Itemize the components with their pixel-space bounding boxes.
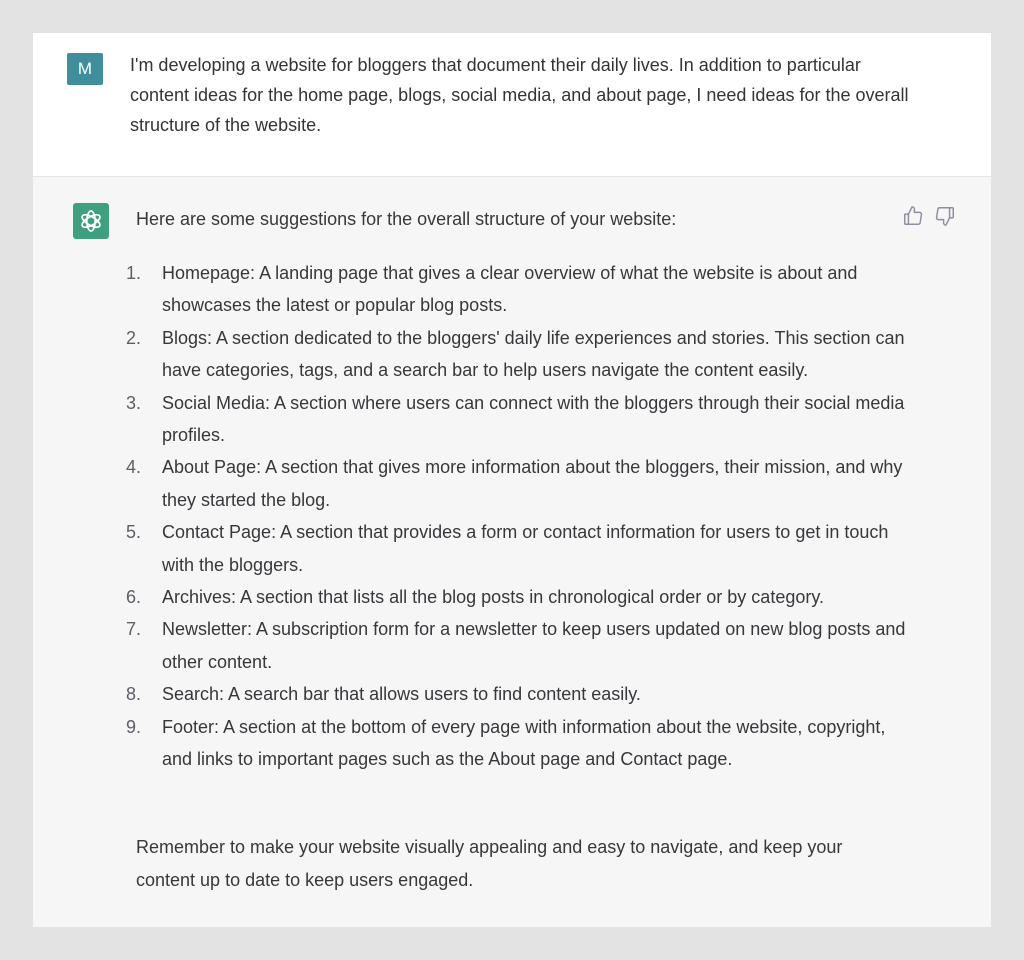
list-item-text: Contact Page: A section that provides a form or contact information for users to get in touch with the bloggers. [162,522,889,575]
list-item [126,613,906,678]
list-item [126,387,906,452]
list-item-number: 3. [126,392,142,413]
list-item [126,322,906,387]
user-avatar: M [67,53,103,85]
user-message-text: I'm developing a website for bloggers that document their daily lives. In addition to particular content ideas for the home page, blogs, social media, and about page, I need ideas for the overall structure of the website. [130,55,909,135]
chat-card [33,33,991,927]
list-item-text: Blogs: A section dedicated to the bloggers' daily life experiences and stories. This section can have categories, tags, and a search bar to help users navigate the content easily. [162,327,905,381]
list-item-text: Search: A search bar that allows users to find content easily. [162,684,641,705]
list-item-number: 8. [126,684,142,705]
assistant-avatar [73,203,109,239]
list-item [126,711,906,776]
list-item-number: 7. [126,619,142,640]
list-item [126,516,906,581]
list-item-text: Newsletter: A subscription form for a newsletter to keep users updated on new blog posts and other content. [162,619,906,672]
thumbs-up-icon[interactable] [902,205,924,227]
list-item-text: Archives: A section that lists all the blog posts in chronological order or by category. [162,587,825,608]
list-item [126,451,906,516]
list-item [126,257,906,322]
list-item-number: 6. [126,587,142,608]
assistant-intro: Here are some suggestions for the overall structure of your website: [136,209,677,229]
assistant-outro: Remember to make your website visually appealing and easy to navigate, and keep your content up to date to keep users engaged. [136,837,843,890]
list-item-number: 1. [126,263,142,283]
user-message [33,33,991,177]
list-item-text: Footer: A section at the bottom of every page with information about the website, copyright, and links to important pages such as the About page and Contact page. [162,716,886,770]
list-item-number: 5. [126,522,142,543]
assistant-message [33,177,991,927]
list-item [126,678,906,710]
list-item-text: Homepage: A landing page that gives a clear overview of what the website is about and showcases the latest or popular blog posts. [162,263,858,316]
thumbs-down-icon[interactable] [934,205,956,227]
suggestion-list [126,257,906,776]
list-item-number: 2. [126,327,142,348]
list-item-text: Social Media: A section where users can connect with the bloggers through their social media profiles. [162,392,905,446]
list-item-number: 9. [126,716,142,737]
list-item-text: About Page: A section that gives more information about the bloggers, their mission, and why they started the blog. [162,457,903,510]
list-item-number: 4. [126,457,142,478]
openai-logo-icon [78,208,104,234]
list-item [126,581,906,613]
